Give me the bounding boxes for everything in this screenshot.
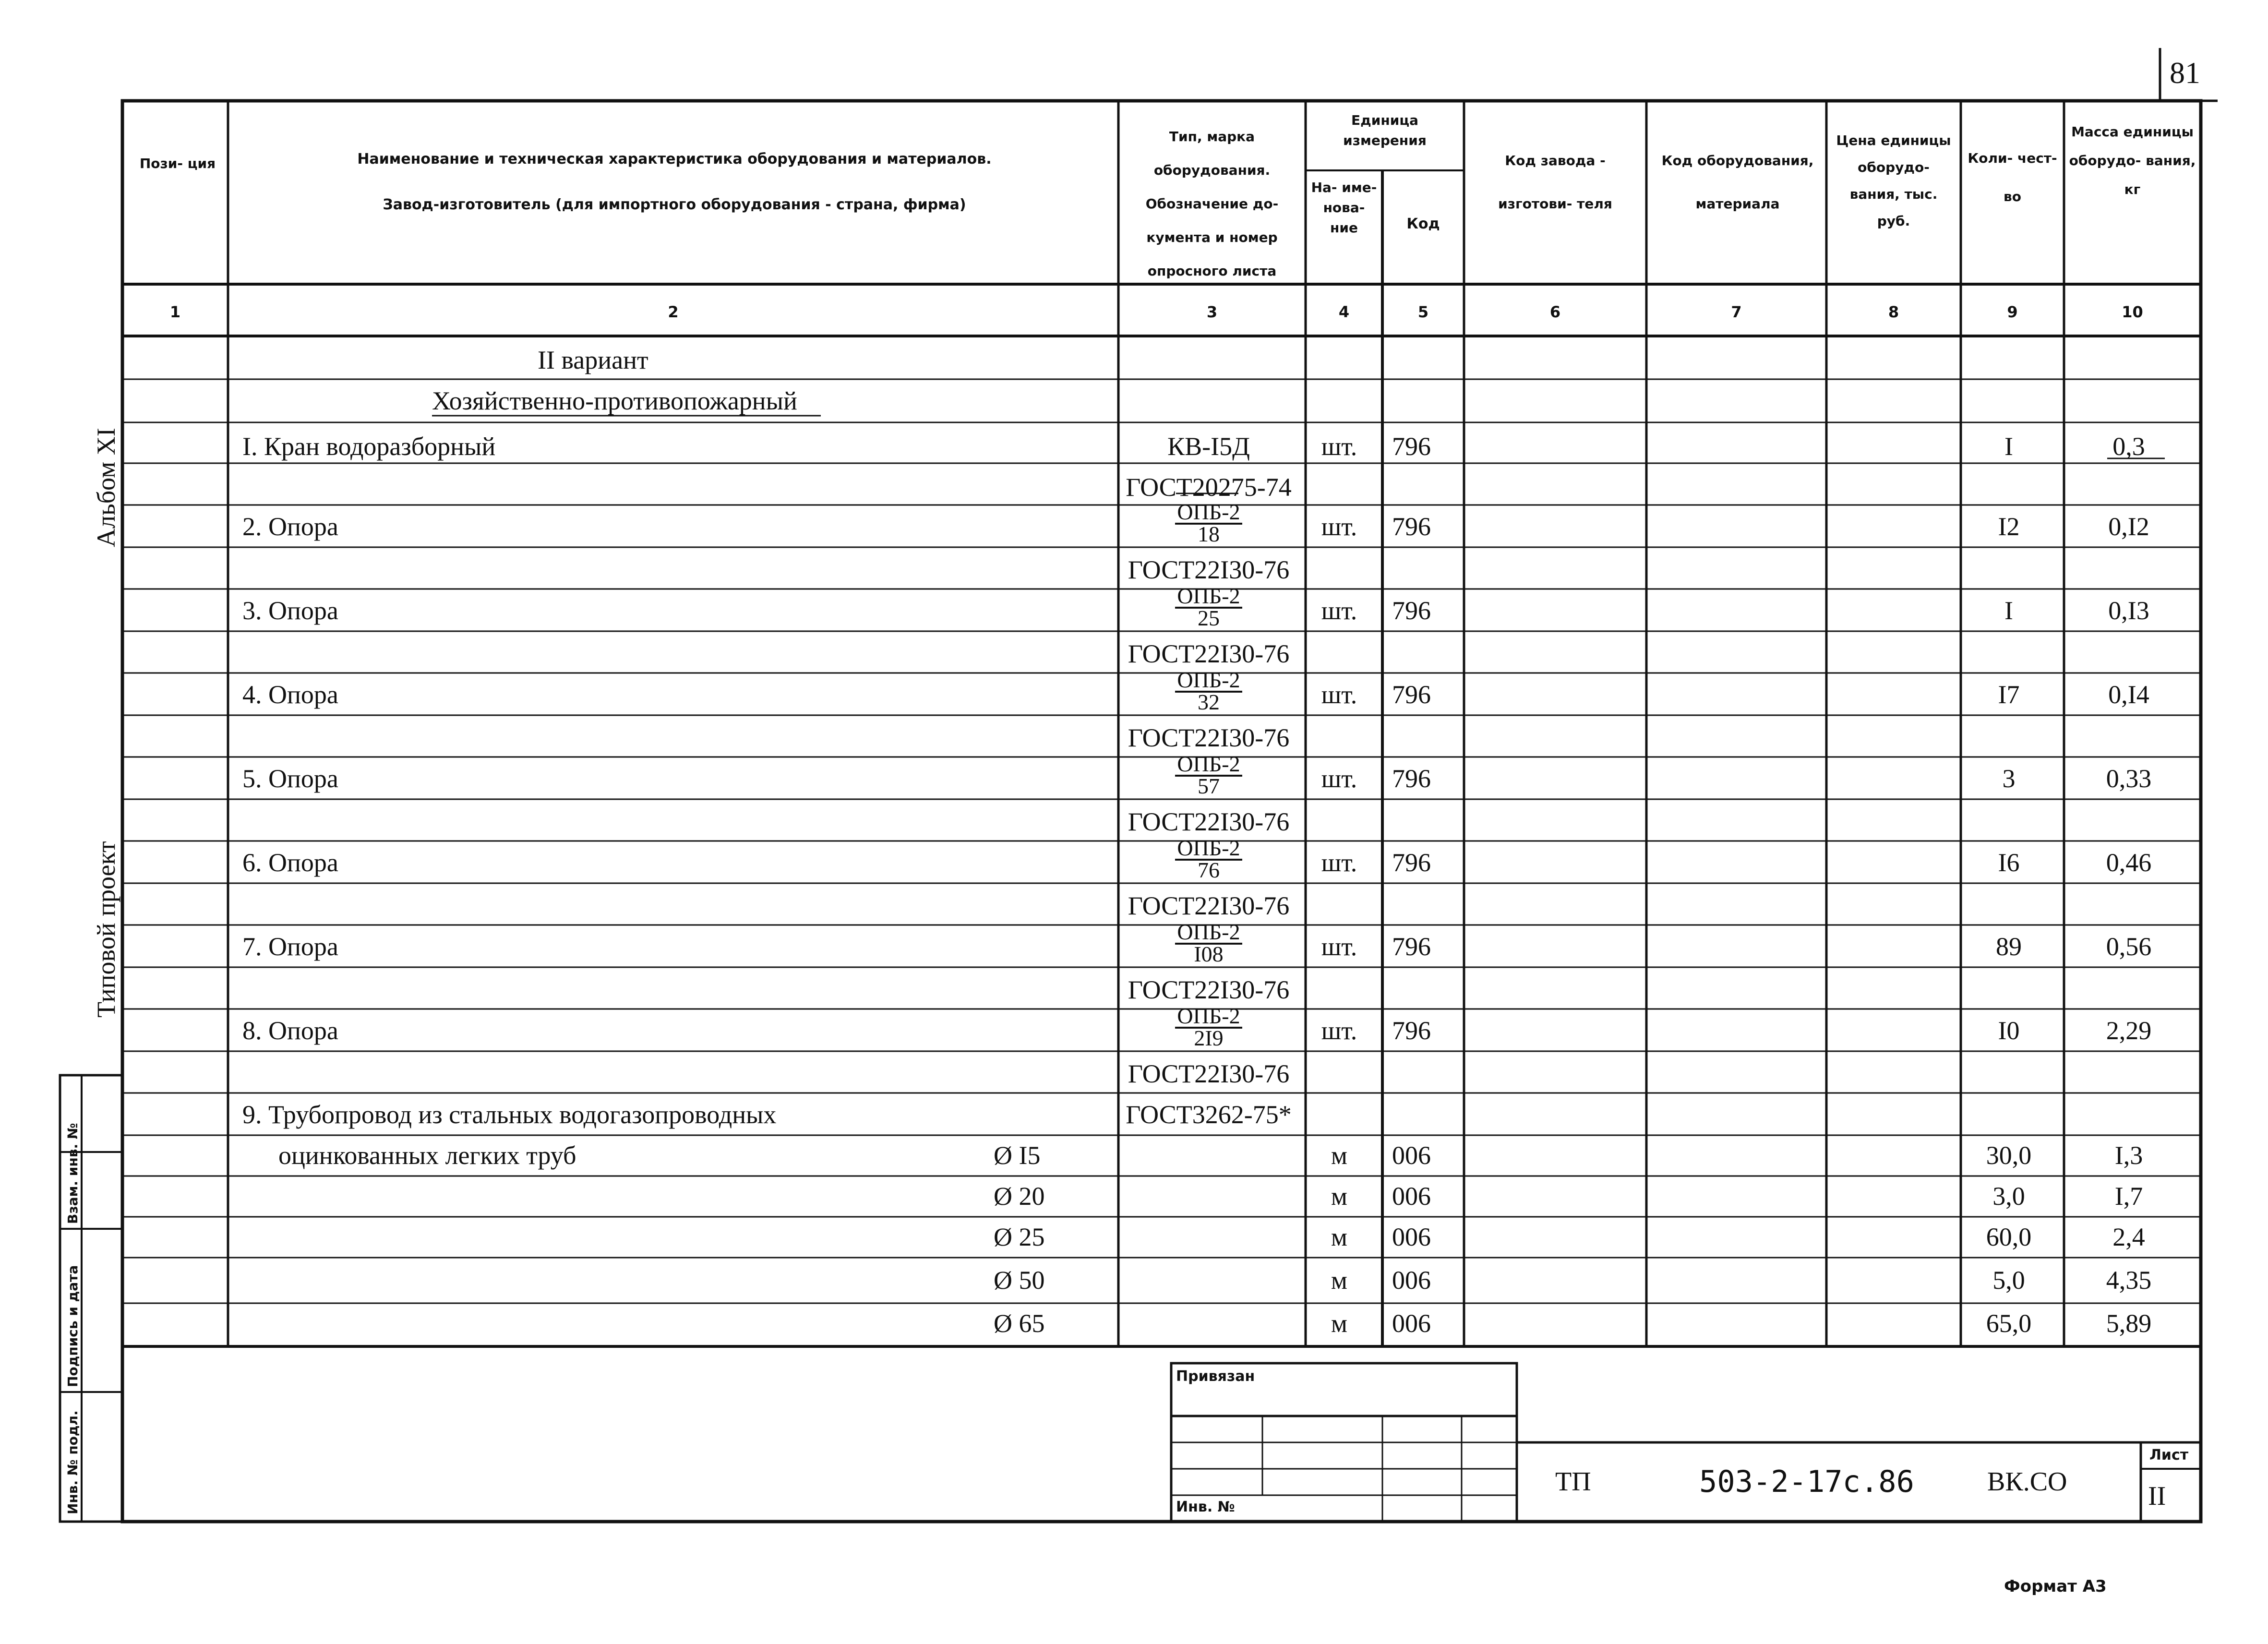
item-mass: 0,33 <box>2106 764 2152 793</box>
pipe-diameter: Ø I5 <box>994 1141 1041 1170</box>
header-price: Цена единицы оборудо- вания, тыс. руб. <box>1836 132 1951 229</box>
pipe-unit-code: 006 <box>1392 1223 1431 1251</box>
item-mass: 0,56 <box>2106 932 2152 961</box>
pipe-qty: 60,0 <box>1986 1223 2032 1251</box>
pipe-unit-code: 006 <box>1392 1182 1431 1211</box>
pipe-unit: м <box>1331 1309 1348 1338</box>
pipe-unit: м <box>1331 1223 1348 1251</box>
item-name: 4. Опора <box>242 680 338 709</box>
item-doc: ГОСТ22I30-76 <box>1128 1059 1290 1088</box>
header-unit-group: Единица измерения <box>1343 112 1427 148</box>
fraction-numerator: ОПБ-2 <box>1175 670 1242 693</box>
header-name-line1: Наименование и техническая характеристика оборудования и материалов. <box>357 151 992 168</box>
section-system: Хозяйственно-противопожарный <box>432 386 797 415</box>
item-unit-code: 796 <box>1392 848 1431 877</box>
column-number: 9 <box>2007 303 2018 321</box>
pipe-diameter: Ø 65 <box>994 1309 1045 1338</box>
item-unit-code: 796 <box>1392 764 1431 793</box>
item-type-fraction <box>1117 670 1300 712</box>
title-block-inv: Инв. № <box>1176 1499 1235 1515</box>
item-type-fraction <box>1117 754 1300 796</box>
title-block-series: ТП <box>1555 1467 1591 1497</box>
item-qty: I0 <box>1998 1016 2020 1045</box>
pipe-unit-code: 006 <box>1392 1141 1431 1170</box>
header-unit-code: Код <box>1406 216 1440 232</box>
item-doc: ГОСТ22I30-76 <box>1128 975 1290 1004</box>
item-unit-code: 796 <box>1392 680 1431 709</box>
pipe-unit-code: 006 <box>1392 1266 1431 1295</box>
column-number: 5 <box>1417 303 1429 321</box>
fraction-denominator: I08 <box>1194 942 1224 966</box>
item-unit: шт. <box>1321 512 1357 541</box>
item-mass: 0,46 <box>2106 848 2152 877</box>
header-type: Тип, марка оборудования. Обозначение до- кумента и номер опросного листа <box>1145 129 1279 279</box>
item-name: 2. Опора <box>242 512 338 541</box>
item-unit-code: 796 <box>1392 512 1431 541</box>
item-type-fraction <box>1117 502 1300 544</box>
format-label: Формат А3 <box>2004 1577 2107 1596</box>
fraction-numerator: ОПБ-2 <box>1175 838 1242 861</box>
pipe-qty: 3,0 <box>1992 1182 2025 1211</box>
stamp-signature-date: Подпись и дата <box>65 1265 81 1387</box>
item-type-fraction <box>1117 838 1300 880</box>
column-number: 7 <box>1731 303 1742 321</box>
item-unit-code: 796 <box>1392 1016 1431 1045</box>
fraction-numerator: ОПБ-2 <box>1175 586 1242 609</box>
header-equipment-code: Код оборудования, материала <box>1661 153 1814 212</box>
section-variant: II вариант <box>538 346 648 374</box>
item-qty: I7 <box>1998 680 2020 709</box>
side-label-album: Альбом XI <box>92 428 120 547</box>
item-name: 7. Опора <box>242 932 338 961</box>
pipe-unit: м <box>1331 1141 1348 1170</box>
stamp-replace-inv: Взам. инв. № <box>65 1123 81 1224</box>
item-doc: ГОСТ22I30-76 <box>1128 891 1290 920</box>
item-qty: 3 <box>2002 764 2016 793</box>
pipe-unit-code: 006 <box>1392 1309 1431 1338</box>
item-mass: 0,I4 <box>2108 680 2149 709</box>
item-unit-code: 796 <box>1392 432 1431 461</box>
item-unit: шт. <box>1321 848 1357 877</box>
pipe-diameter: Ø 25 <box>994 1223 1045 1251</box>
item-doc: ГОСТ20275-74 <box>1126 473 1292 502</box>
pipe-name-line1: 9. Трубопровод из стальных водогазопроводных <box>242 1100 777 1129</box>
fraction-numerator: ОПБ-2 <box>1175 1006 1242 1029</box>
side-label-project: Типовой проект <box>92 841 120 1018</box>
header-factory-code: Код завода - изготови- теля <box>1498 153 1612 212</box>
fraction-numerator: ОПБ-2 <box>1175 922 1242 945</box>
pipe-mass: I,3 <box>2114 1141 2143 1170</box>
column-number: 3 <box>1206 303 1218 321</box>
item-unit-code: 796 <box>1392 596 1431 625</box>
column-number: 6 <box>1549 303 1561 321</box>
fraction-denominator: 32 <box>1198 690 1220 714</box>
item-doc: ГОСТ22I30-76 <box>1128 807 1290 836</box>
fraction-numerator: ОПБ-2 <box>1175 502 1242 525</box>
item-qty: I <box>2004 596 2013 625</box>
pipe-doc: ГОСТ3262-75* <box>1126 1100 1292 1129</box>
item-qty: I6 <box>1998 848 2020 877</box>
item-unit-code: 796 <box>1392 932 1431 961</box>
item-name: 3. Опора <box>242 596 338 625</box>
item-name: 6. Опора <box>242 848 338 877</box>
item-name: 8. Опора <box>242 1016 338 1045</box>
header-mass: Масса единицы оборудо- вания, кг <box>2069 124 2196 197</box>
item-mass: 2,29 <box>2106 1016 2152 1045</box>
item-type-fraction <box>1117 922 1300 964</box>
item-unit: шт. <box>1321 932 1357 961</box>
stamp-inv-orig: Инв. № подл. <box>65 1410 81 1514</box>
item-doc: ГОСТ22I30-76 <box>1128 723 1290 752</box>
fraction-denominator: 57 <box>1198 774 1220 798</box>
fraction-denominator: 76 <box>1198 858 1220 882</box>
item-type: КВ-I5Д <box>1167 432 1250 461</box>
item-type-fraction <box>1117 1006 1300 1048</box>
pipe-mass: I,7 <box>2114 1182 2143 1211</box>
title-block-tied: Привязан <box>1176 1368 1255 1385</box>
item-name: 5. Опора <box>242 764 338 793</box>
item-type-fraction <box>1117 586 1300 628</box>
item-unit: шт. <box>1321 764 1357 793</box>
item-mass: 0,I3 <box>2108 596 2149 625</box>
header-name-line2: Завод-изготовитель (для импортного оборудования - страна, фирма) <box>383 196 966 213</box>
column-number: 8 <box>1888 303 1899 321</box>
pipe-qty: 65,0 <box>1986 1309 2032 1338</box>
fraction-denominator: 25 <box>1198 606 1220 630</box>
column-number: 2 <box>668 303 679 321</box>
title-block-sheet-number: II <box>2148 1481 2166 1511</box>
item-doc: ГОСТ22I30-76 <box>1128 639 1290 668</box>
item-unit: шт. <box>1321 596 1357 625</box>
fraction-numerator: ОПБ-2 <box>1175 754 1242 777</box>
pipe-diameter: Ø 20 <box>994 1182 1045 1211</box>
pipe-diameter: Ø 50 <box>994 1266 1045 1295</box>
item-qty: I <box>2004 432 2013 461</box>
column-number: 1 <box>169 303 181 321</box>
page-number: 81 <box>2170 56 2200 90</box>
fraction-denominator: 2I9 <box>1194 1026 1224 1050</box>
title-block-code: ВК.СО <box>1987 1467 2067 1497</box>
header-position: Пози- ция <box>139 156 216 171</box>
pipe-unit: м <box>1331 1182 1348 1211</box>
fraction-denominator: 18 <box>1198 522 1220 546</box>
item-qty: I2 <box>1998 512 2020 541</box>
item-qty: 89 <box>1996 932 2022 961</box>
pipe-qty: 30,0 <box>1986 1141 2032 1170</box>
pipe-mass: 5,89 <box>2106 1309 2152 1338</box>
title-block-number: 503-2-17с.86 <box>1699 1464 1914 1499</box>
title-block-sheet-label: Лист <box>2149 1447 2189 1464</box>
pipe-name-line2: оцинкованных легких труб <box>278 1141 576 1170</box>
item-unit: шт. <box>1321 432 1357 461</box>
item-name: I. Кран водоразборный <box>242 432 496 461</box>
pipe-qty: 5,0 <box>1992 1266 2025 1295</box>
pipe-unit: м <box>1331 1266 1348 1295</box>
item-mass: 0,3 <box>2112 432 2145 461</box>
pipe-mass: 2,4 <box>2112 1223 2145 1251</box>
item-mass: 0,I2 <box>2108 512 2149 541</box>
item-unit: шт. <box>1321 1016 1357 1045</box>
column-number: 4 <box>1338 303 1350 321</box>
header-quantity: Коли- чест- во <box>1968 150 2057 204</box>
header-unit-name: На- име- нова- ние <box>1311 180 1377 236</box>
pipe-mass: 4,35 <box>2106 1266 2152 1295</box>
item-doc: ГОСТ22I30-76 <box>1128 555 1290 584</box>
column-number: 10 <box>2122 303 2143 321</box>
item-unit: шт. <box>1321 680 1357 709</box>
